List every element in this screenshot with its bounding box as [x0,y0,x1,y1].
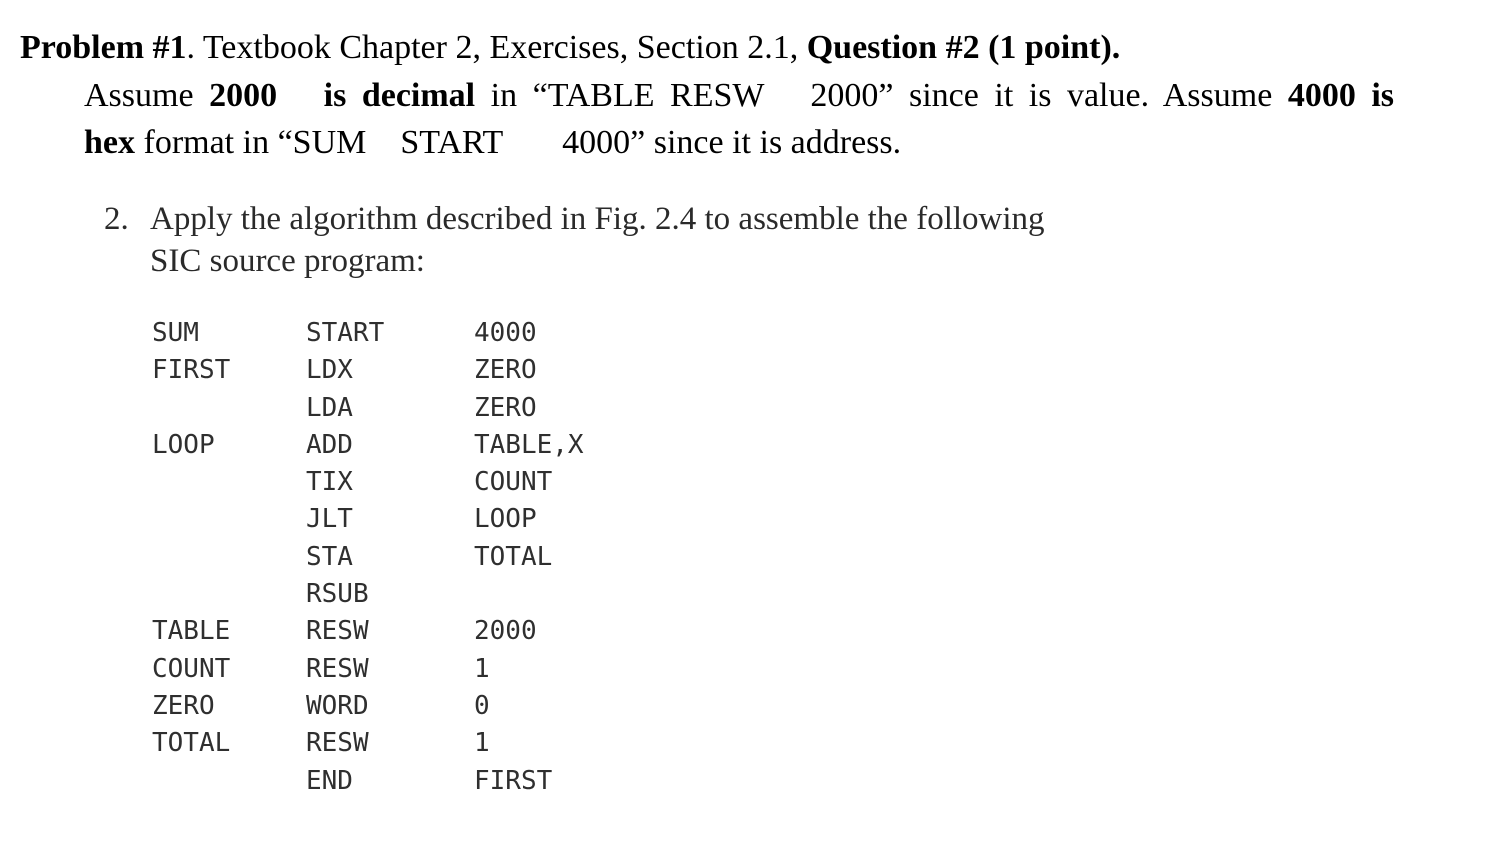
program-operand: ZERO [474,392,537,423]
program-label: SUM [152,318,199,348]
note-gap [277,77,324,114]
note-bold-2000: 2000 [209,77,278,114]
assumption-note-line-1 [84,74,1394,118]
problem-title [20,26,1120,70]
assumption-note-line-2 [84,121,901,165]
program-operand: LOOP [474,504,537,535]
program-opcode: STA [306,541,353,572]
program-label: LOOP [152,429,215,460]
note-bold-is-decimal: is decimal [323,77,476,114]
program-opcode: TIX [306,467,353,498]
program-label: FIRST [152,355,231,386]
program-operand: 1 [474,728,490,759]
program-label: TOTAL [152,728,231,759]
note-text: Assume [84,77,210,114]
program-label: ZERO [152,690,215,721]
program-label: TABLE [152,616,231,647]
note-bold-4000-is: 4000 is [1287,77,1395,114]
program-opcode: RSUB [306,579,369,610]
program-operand: 0 [474,690,490,721]
question-label: Question #2 (1 point). [806,29,1121,66]
program-operand: TOTAL [474,541,553,572]
question-text-line-2: SIC source program: [150,243,425,279]
note-text-table: in “TABLE RESW 2000” since it is value. Assume [475,77,1288,114]
program-opcode: RESW [306,653,369,684]
program-opcode: LDX [306,355,353,386]
program-opcode: JLT [306,504,353,535]
question-number: 2. [104,201,129,237]
question-text-line-1: Apply the algorithm described in Fig. 2.4 to assemble the following [150,201,1045,237]
program-operand: 2000 [474,616,537,647]
program-opcode: WORD [306,690,369,721]
note-bold-hex: hex [84,124,135,161]
program-operand: FIRST [474,765,553,796]
program-operand: 4000 [474,318,537,348]
program-operand: TABLE,X [474,429,584,460]
program-label: COUNT [152,653,231,684]
program-opcode: ADD [306,429,353,460]
program-opcode: START [306,318,385,348]
program-opcode: LDA [306,392,353,423]
program-operand: 1 [474,653,490,684]
program-opcode: END [306,765,353,796]
note-text-format: format in “SUM START 4000” since it is address. [135,124,902,161]
problem-description: . Textbook Chapter 2, Exercises, Section 2.1, [186,29,807,66]
program-operand: COUNT [474,467,553,498]
program-operand: ZERO [474,355,537,386]
program-opcode: RESW [306,728,369,759]
program-opcode: RESW [306,616,369,647]
problem-label: Problem #1 [20,29,187,66]
